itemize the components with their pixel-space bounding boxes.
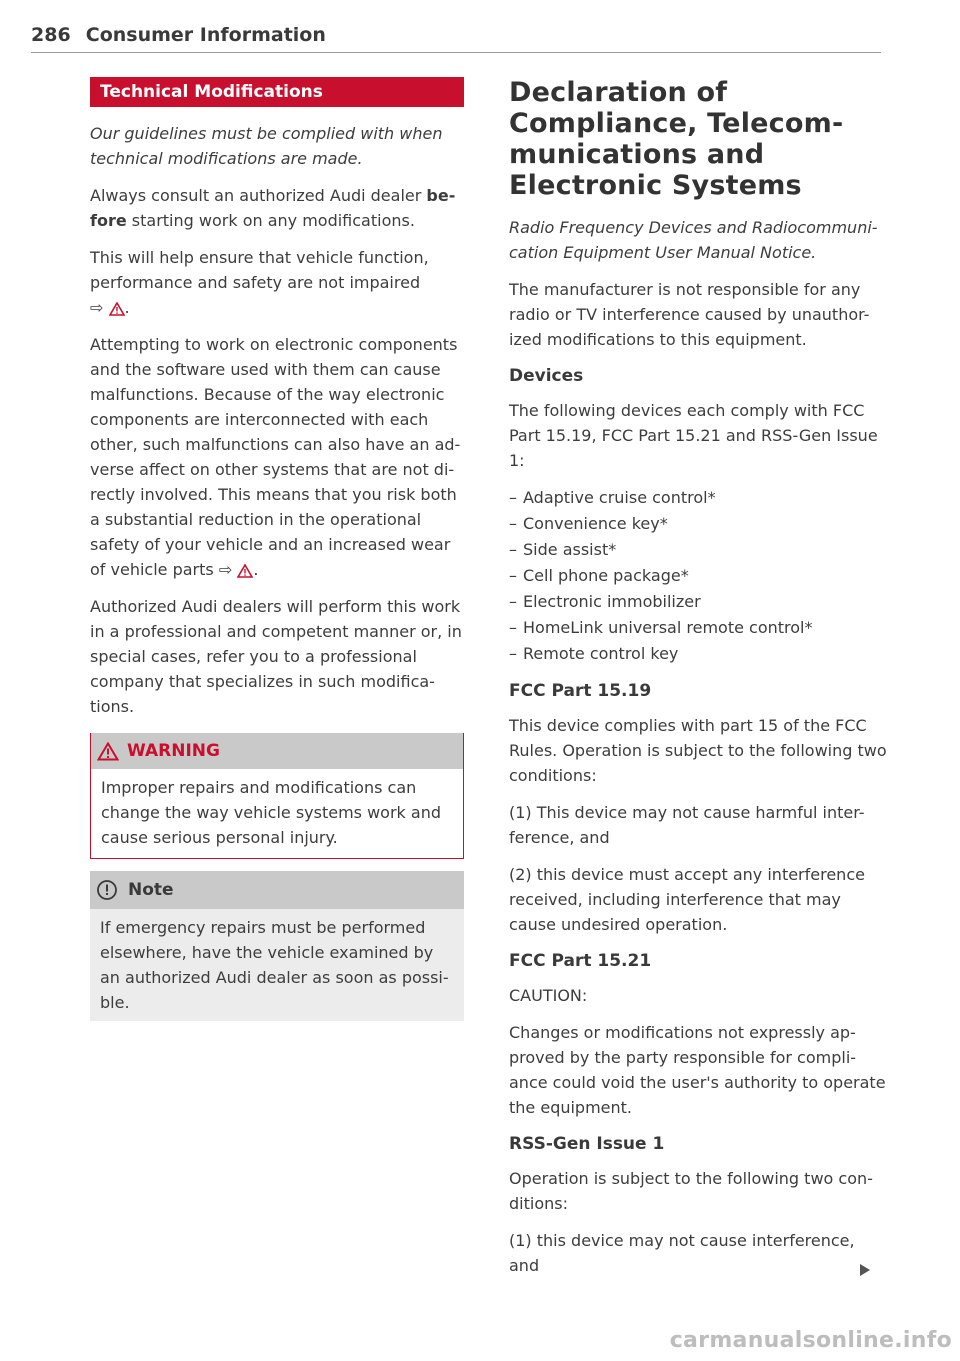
list-item: – HomeLink universal remote control* xyxy=(509,618,813,637)
warning-reference[interactable]: ⇨ . xyxy=(218,560,259,579)
watermark: carmanualsonline.info xyxy=(669,1328,952,1353)
paragraph-dealers: Authorized Audi dealers will perform this work in a professional and competent manner or, in special cases, refer you to a professional company that specializes in such modifica-tions. xyxy=(90,597,462,716)
devices-list xyxy=(509,485,889,667)
right-column xyxy=(509,77,889,1290)
note-title: Note xyxy=(128,880,174,900)
note-text: If emergency repairs must be performed elsewhere, have the vehicle examined by an authorized Audi dealer as soon as possi-ble. xyxy=(100,918,449,1012)
warning-body xyxy=(91,769,463,858)
warning-triangle-icon xyxy=(97,742,119,761)
fcc-1521-caution: CAUTION: xyxy=(509,986,588,1005)
rss-gen-condition-1: (1) this device may not cause interference, and xyxy=(509,1231,855,1275)
fcc-1519-condition-1: (1) This device may not cause harmful inter-ference, and xyxy=(509,803,865,847)
list-item: – Convenience key* xyxy=(509,514,668,533)
info-circle-icon xyxy=(96,879,118,901)
declaration-paragraph: The manufacturer is not responsible for any radio or TV interference caused by unauthor-ized modifications to this equipment. xyxy=(509,280,870,349)
note-header xyxy=(90,871,464,909)
warning-reference[interactable]: ⇨ . xyxy=(90,298,130,317)
devices-intro: The following devices each comply with FCC Part 15.19, FCC Part 15.21 and RSS-Gen Issue 1: xyxy=(509,401,878,470)
note-body xyxy=(90,909,464,1021)
warning-triangle-icon xyxy=(237,564,253,578)
intro-text: Our guidelines must be complied with when technical modifications are made. xyxy=(90,124,443,168)
list-item: – Remote control key xyxy=(509,644,679,663)
fcc-1519-text: This device complies with part 15 of the FCC Rules. Operation is subject to the following two conditions: xyxy=(509,716,887,785)
list-item: – Cell phone package* xyxy=(509,566,689,585)
warning-text: Improper repairs and modifications can change the way vehicle systems work and cause serious personal injury. xyxy=(101,778,441,847)
fcc-1521-heading: FCC Part 15.21 xyxy=(509,951,652,971)
warning-title: WARNING xyxy=(127,741,220,761)
devices-heading: Devices xyxy=(509,366,584,386)
paragraph-consult: Always consult an authorized Audi dealer be-fore starting work on any modifications. xyxy=(90,186,456,230)
page-header xyxy=(31,24,881,46)
fcc-1521-text: Changes or modifications not expressly ap-proved by the party responsible for compli-ance could void the user's authority to operate the equipment. xyxy=(509,1023,886,1117)
warning-triangle-icon xyxy=(109,302,125,316)
fcc-1519-condition-2: (2) this device must accept any interference received, including interference that may cause undesired operation. xyxy=(509,865,865,934)
paragraph-electronics: Attempting to work on electronic components and the software used with them can cause malfunctions. Because of the way electronic components are interconnected with each other, such malfunctions can also have an ad-verse affect on other systems that are not di-rectly involved. This means that you risk both a substantial reduction in the operational safety of your vehicle and an increased wear of vehicle parts ⇨ . xyxy=(90,335,461,579)
note-box xyxy=(90,871,464,1021)
list-item: – Side assist* xyxy=(509,540,617,559)
page-number: 286 xyxy=(31,24,71,46)
warning-box xyxy=(90,733,464,859)
rss-gen-text: Operation is subject to the following two con-ditions: xyxy=(509,1169,873,1213)
declaration-title: Declaration of Compliance, Telecom-munications and Electronic Systems xyxy=(509,77,844,201)
warning-header xyxy=(91,733,463,769)
emphasis-before: be-fore xyxy=(90,186,456,230)
rss-gen-heading: RSS-Gen Issue 1 xyxy=(509,1134,665,1154)
section-title-technical-modifications: Technical Modifications xyxy=(90,77,464,107)
chapter-title: Consumer Information xyxy=(85,24,326,46)
list-item: – Adaptive cruise control* xyxy=(509,488,716,507)
declaration-intro: Radio Frequency Devices and Radiocommuni-cation Equipment User Manual Notice. xyxy=(509,218,878,262)
fcc-1519-heading: FCC Part 15.19 xyxy=(509,681,652,701)
paragraph-ensure: This will help ensure that vehicle function, performance and safety are not impaired ⇨ . xyxy=(90,248,429,317)
header-divider xyxy=(31,52,881,53)
left-column xyxy=(90,77,464,1021)
continue-arrow-icon xyxy=(860,1264,870,1276)
list-item: – Electronic immobilizer xyxy=(509,592,701,611)
